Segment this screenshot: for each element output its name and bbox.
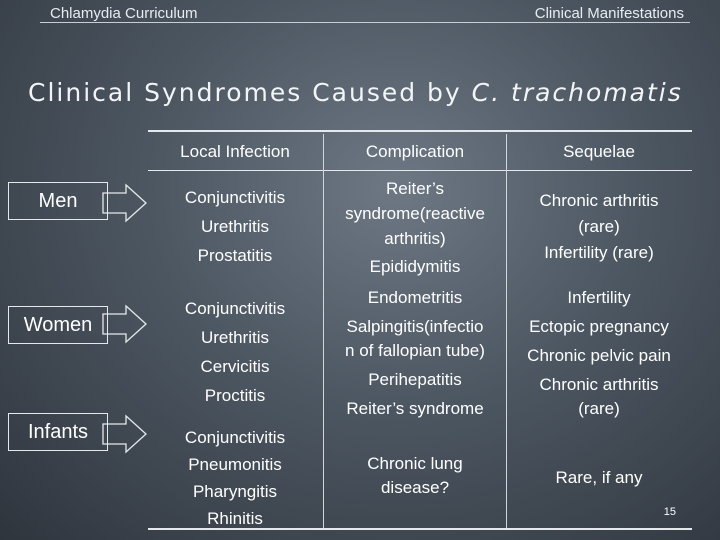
list-item: Pharyngitis (192, 482, 278, 501)
page-number: 15 (663, 506, 676, 518)
infants-sequelae (510, 463, 688, 492)
title-text: Clinical Syndromes Caused by (28, 78, 472, 107)
list-item: Chronic arthritis (539, 375, 659, 394)
group-women: Women (8, 306, 108, 344)
column-header-complication: Complication (365, 142, 465, 161)
list-item: Ectopic pregnancy (529, 317, 669, 336)
list-item: Cervicitis (200, 357, 270, 376)
list-item: Rare, if any (555, 468, 643, 487)
title-organism: C. trachomatis (471, 78, 683, 107)
column-header-sequelae: Sequelae (563, 142, 635, 161)
header-divider (40, 22, 690, 23)
men-local-infection (150, 183, 320, 270)
section-label: Clinical Manifestations (534, 5, 684, 22)
list-item: (rare) (578, 217, 620, 236)
list-item: Salpingitis(infectio (346, 317, 484, 336)
slide-header (0, 0, 720, 24)
group-infants: Infants (8, 413, 108, 451)
column-header-local: Local Infection (180, 142, 290, 161)
list-item: Pneumonitis (188, 455, 282, 474)
list-item: Chronic arthritis (539, 191, 659, 210)
list-item: Chronic pelvic pain (527, 346, 671, 365)
curriculum-label: Chlamydia Curriculum (50, 5, 198, 22)
list-item: Chronic lung (367, 454, 463, 473)
men-complication (326, 176, 504, 279)
list-item: Urethritis (200, 328, 269, 347)
list-item: Infertility (567, 288, 631, 307)
column-divider (323, 134, 324, 528)
list-item: Prostatitis (197, 246, 273, 265)
arrow-right-icon (102, 183, 148, 223)
list-item: Conjunctivitis (184, 299, 286, 318)
women-sequelae (510, 283, 688, 423)
column-divider (506, 134, 507, 528)
arrow-right-icon (102, 304, 148, 344)
table-top-rule (148, 130, 692, 132)
list-item: Rhinitis (207, 509, 263, 528)
women-complication (326, 283, 504, 423)
list-item: Proctitis (204, 386, 266, 405)
list-item: Urethritis (200, 217, 269, 236)
list-item: Reiter’s syndrome (346, 399, 484, 418)
list-item: Endometritis (367, 288, 463, 307)
arrow-right-icon (102, 414, 148, 454)
infants-complication (326, 452, 504, 500)
women-local-infection (150, 294, 320, 410)
list-item: (rare) (578, 399, 620, 418)
list-item: Perihepatitis (368, 370, 462, 389)
list-item: Infertility (rare) (544, 243, 654, 262)
slide-title (28, 78, 683, 107)
list-item: Conjunctivitis (184, 188, 286, 207)
list-item: Reiter’s (386, 179, 444, 198)
list-item: Epididymitis (369, 257, 461, 276)
table-header-rule (148, 170, 692, 171)
list-item: arthritis) (384, 229, 446, 248)
infants-local-infection (150, 424, 320, 532)
list-item: disease? (380, 478, 450, 497)
list-item: n of fallopian tube) (345, 341, 485, 360)
men-sequelae (510, 188, 688, 266)
list-item: syndrome(reactive (345, 204, 485, 223)
group-men: Men (8, 182, 108, 220)
list-item: Conjunctivitis (184, 428, 286, 447)
